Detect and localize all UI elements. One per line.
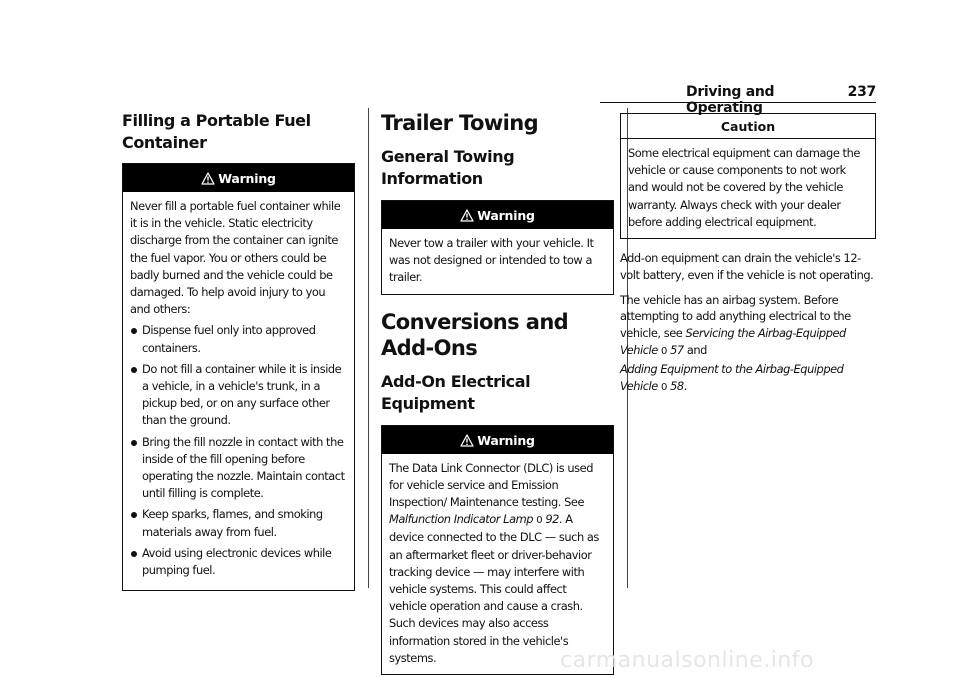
heading-general-towing: General Towing Information xyxy=(381,147,515,188)
warning-title: Warning xyxy=(477,432,535,448)
paragraph-text-b: and xyxy=(683,343,707,357)
heading-filling-fuel-container: Filling a Portable Fuel Container xyxy=(122,111,311,152)
warning-text: Never tow a trailer with your vehicle. It was not designed or intended to tow a trailer. xyxy=(389,236,594,285)
paragraph-end: . xyxy=(683,378,687,393)
column-2 xyxy=(381,110,614,675)
warning-body xyxy=(382,454,613,674)
list-item: Bring the fill nozzle in contact with the inside of the fill opening before operating the nozzle. Maintain contact until filling is complete. xyxy=(130,434,347,503)
section-title: Driving and Operating xyxy=(686,84,775,116)
caution-body xyxy=(621,139,875,238)
warning-text-a: The Data Link Connector (DLC) is used for vehicle service and Emission Inspection/ Maintenance testing. See xyxy=(389,460,593,510)
warning-bullet-list xyxy=(130,322,347,579)
link-malfunction-indicator-lamp[interactable]: Malfunction Indicator Lamp xyxy=(389,512,534,527)
paragraph-airbag xyxy=(620,292,876,397)
heading-addon-electrical: Add-On Electrical Equipment xyxy=(381,371,531,413)
column-divider-1 xyxy=(368,108,369,588)
caution-text: Some electrical equipment can damage the vehicle or cause components to not work and would not be covered by the vehicle warranty. Always check with your dealer before adding electrical equipment. xyxy=(628,146,860,229)
page-ref-arrow-icon: 0 xyxy=(536,515,543,527)
caution-header: Caution xyxy=(621,114,875,139)
page-ref-arrow-icon: 0 xyxy=(660,381,667,393)
warning-box-fuel xyxy=(122,163,355,591)
list-item: Dispense fuel only into approved containers. xyxy=(130,322,347,356)
page-number: 237 xyxy=(847,84,876,100)
link-page-number[interactable]: 57 xyxy=(670,343,684,357)
warning-header xyxy=(382,201,613,229)
warning-triangle-icon xyxy=(460,434,474,447)
warning-title: Warning xyxy=(218,171,276,186)
paragraph-text-a: The vehicle has an airbag system. Before attempting to add anything electrical to the vehicle, see xyxy=(620,292,851,341)
watermark: carmanualsonline.info xyxy=(560,648,814,673)
link-page-number[interactable]: 58 xyxy=(670,378,684,393)
list-item: Avoid using electronic devices while pumping fuel. xyxy=(130,545,347,579)
warning-header xyxy=(382,426,613,454)
column-3 xyxy=(620,110,876,396)
warning-title: Warning xyxy=(477,208,535,223)
warning-text-b: . A device connected to the DLC — such as an aftermarket fleet or driver-behavior tracking device — may interfere with vehicle systems. This could affect vehicle operation and cause a crash. Such devices may also access information stored in the vehicle's systems. xyxy=(389,512,599,665)
list-item: Keep sparks, flames, and smoking materials away from fuel. xyxy=(130,506,347,540)
warning-triangle-icon xyxy=(460,209,474,222)
link-page-number[interactable]: 92 xyxy=(545,512,559,527)
warning-box-towing xyxy=(381,200,614,295)
warning-text xyxy=(389,460,606,667)
title-trailer-towing: Trailer Towing xyxy=(381,111,538,135)
caution-box xyxy=(620,113,876,239)
warning-triangle-icon xyxy=(201,172,215,185)
warning-intro: Never fill a portable fuel container while it is in the vehicle. Static electricity discharge from the container can ignite the fuel vapor. You or others could be badly burned and the vehicle could be damaged. To help avoid injury to you and others: xyxy=(130,199,341,317)
title-conversions-addons: Conversions and Add-Ons xyxy=(381,309,569,360)
column-1 xyxy=(122,110,355,591)
warning-body xyxy=(382,229,613,294)
page-ref-arrow-icon: 0 xyxy=(660,346,667,357)
warning-body xyxy=(123,192,354,590)
paragraph-battery-drain: Add-on equipment can drain the vehicle's 12-volt battery, even if the vehicle is not operating. xyxy=(620,251,874,282)
warning-header xyxy=(123,164,354,192)
list-item: Do not fill a container while it is inside a vehicle, in a vehicle's trunk, in a pickup bed, or on any surface other than the ground. xyxy=(130,361,347,430)
warning-box-dlc xyxy=(381,425,614,675)
link-servicing-airbag[interactable]: Servicing the Airbag-Equipped Vehicle xyxy=(620,326,846,357)
header-rule xyxy=(600,102,876,103)
link-adding-equipment-airbag[interactable]: Adding Equipment to the Airbag-Equipped Vehicle xyxy=(620,361,844,393)
